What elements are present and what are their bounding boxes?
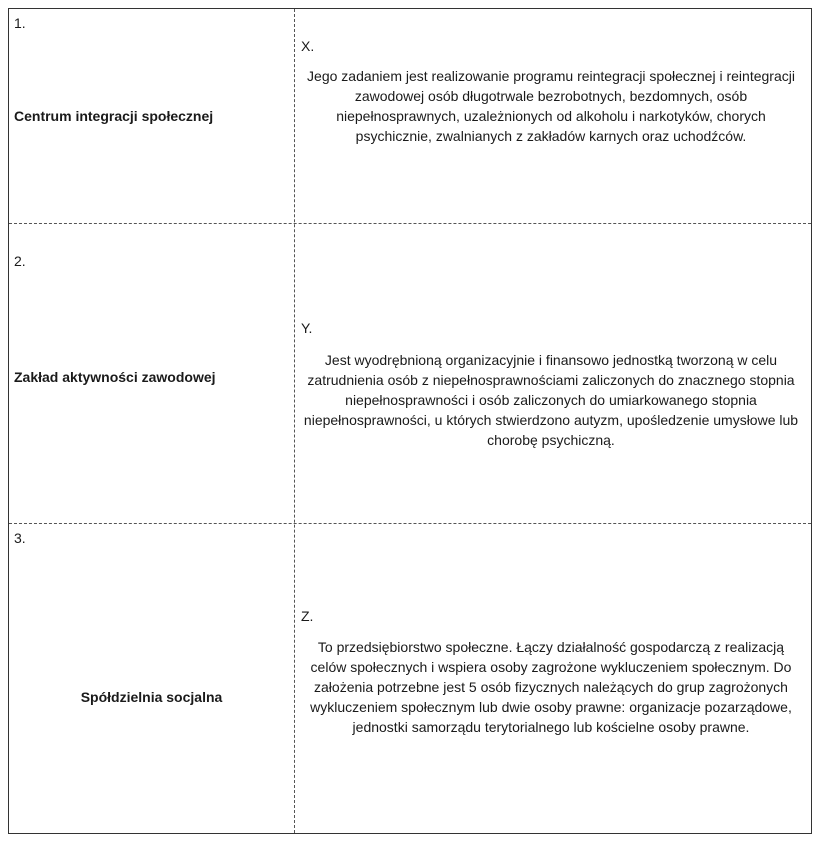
row-number: 1. xyxy=(14,15,26,31)
institutions-table xyxy=(8,8,812,834)
column-divider xyxy=(294,9,295,833)
definition-text: Jest wyodrębnioną organizacyjnie i finansowo jednostką tworzoną w celu zatrudnienia osób z niepełnosprawnościami zaliczonych do znacznego stopnia niepełnosprawności i osób zaliczonych do umiarkowanego stopnia niepełnosprawności, u których stwierdzono autyzm, upośledzenie umysłowe lub chorobę psychiczną. xyxy=(303,352,799,448)
row-number: 3. xyxy=(14,530,26,546)
table-row xyxy=(9,224,811,524)
definition-text: Jego zadaniem jest realizowanie programu reintegracji społecznej i reintegracji zawodowej osób długotrwale bezrobotnych, bezdomnych, osób niepełnosprawnych, uzależnionych od alkoholu i narkotyków, chorych psychicznie, zwalnianych z zakładów karnych oraz uchodźców. xyxy=(307,68,795,144)
definition-letter: X. xyxy=(301,38,315,54)
institution-name: Spółdzielnia socjalna xyxy=(80,689,223,705)
definition-letter: Y. xyxy=(301,320,313,336)
table-row xyxy=(9,9,811,224)
institution-name: Centrum integracji społecznej xyxy=(14,108,214,124)
table-row xyxy=(9,524,811,833)
institution-name: Zakład aktywności zawodowej xyxy=(14,369,216,385)
row-number: 2. xyxy=(14,253,26,269)
definition-letter: Z. xyxy=(301,608,314,624)
definition-text: To przedsiębiorstwo społeczne. Łączy działalność gospodarczą z realizacją celów społecznych i wspiera osoby zagrożone wykluczeniem społecznym. Do założenia potrzebne jest 5 osób fizycznych należących do grup zagrożonych wykluczeniem społecznym lub dwie osoby prawne: organizacje pozarządowe, jednostki samorządu terytorialnego lub kościelne osoby prawne. xyxy=(310,639,792,735)
